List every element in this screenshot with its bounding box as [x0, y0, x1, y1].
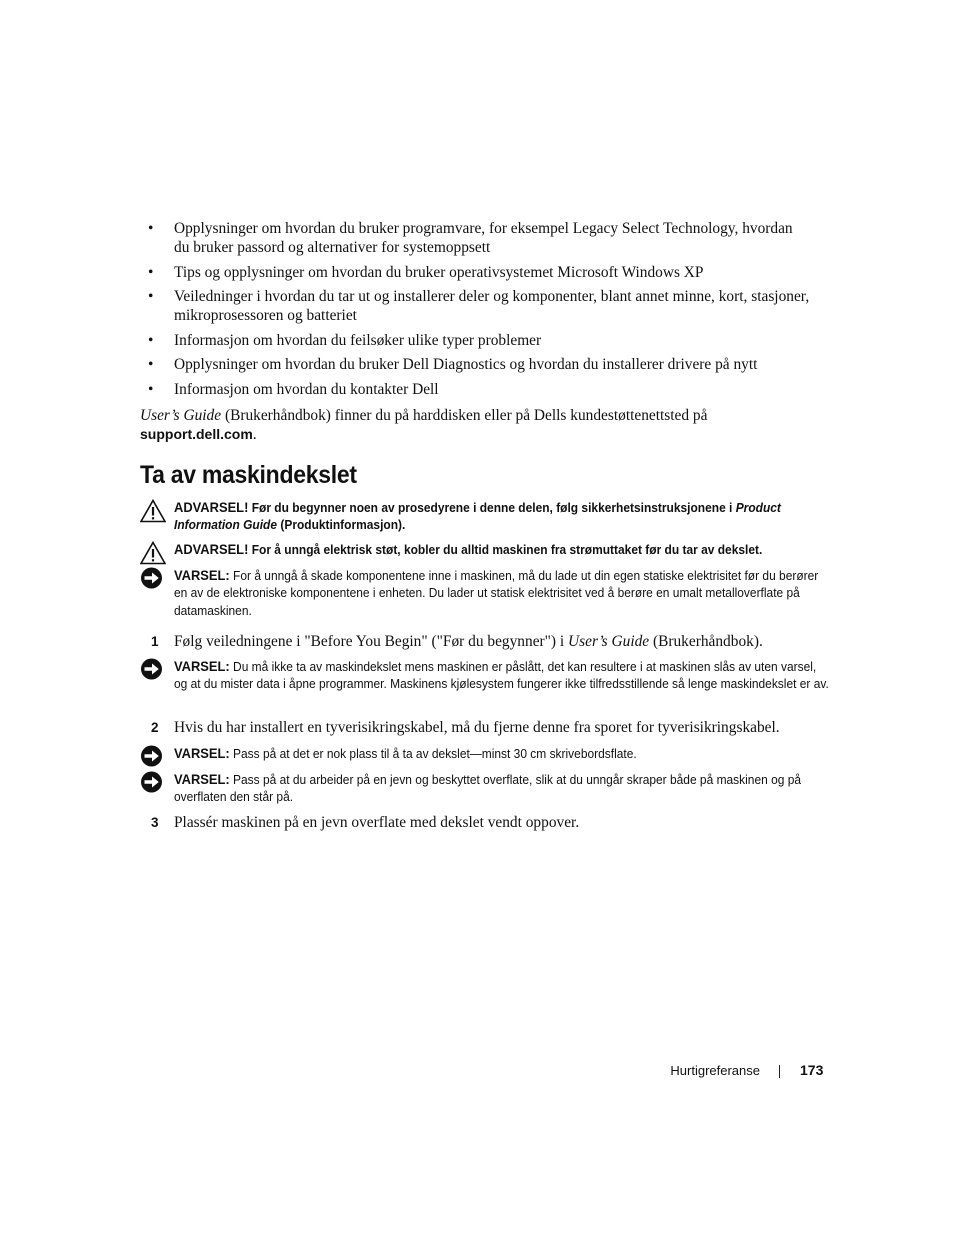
step-number: 1: [151, 634, 159, 649]
notice-label: VARSEL:: [174, 746, 230, 761]
step-text: Plassér maskinen på en jevn overflate med dekslet vendt oppover.: [174, 814, 580, 831]
list-item: [140, 263, 810, 282]
bullet-icon: •: [148, 220, 154, 237]
users-guide-end: .: [252, 426, 257, 443]
step-text: Hvis du har installert en tyverisikringskabel, må du fjerne denne fra sporet for tyverisikringskabel.: [174, 719, 780, 736]
notice-text: Pass på at du arbeider på en jevn og beskyttet overflate, slik at du unngår skraper både på maskinen og på overflaten den står på.: [174, 773, 802, 805]
list-item: [140, 380, 810, 399]
bullet-icon: •: [148, 331, 154, 349]
warning-safety-instructions: [140, 499, 810, 535]
list-item: [140, 355, 810, 374]
footer-section-name: Hurtigreferanse: [670, 1063, 760, 1078]
list-item-text: Informasjon om hvordan du feilsøker ulike typer problemer: [174, 331, 542, 349]
users-guide-text: (Brukerhåndbok) finner du på harddisken eller på Dells kundestøttenettsted på: [221, 407, 708, 424]
notice-work-surface: [140, 771, 810, 807]
notice-desk-space: [140, 745, 810, 763]
list-item-text: Informasjon om hvordan du kontakter Dell: [174, 380, 439, 398]
notice-arrow-icon: [140, 745, 166, 769]
list-item-text: Opplysninger om hvordan du bruker programvare, for eksempel Legacy Select Technology, hvordan du bruker passord og alternativer for systemoppsett: [174, 220, 793, 256]
bullet-icon: •: [148, 288, 154, 305]
step-3: [140, 813, 810, 832]
warning-text: Før du begynner noen av prosedyrene i denne delen, følg sikkerhetsinstruksjonene i: [248, 501, 736, 515]
notice-text: Du må ikke ta av maskindekslet mens maskinen er påslått, det kan resultere i at maskinen slås av uten varsel, og at du mister data i åpne programmer. Maskinens kjølesystem fungerer ikke tilfredsstillende så lenge maskindekslet er av.: [174, 660, 829, 692]
list-item-text: Opplysninger om hvordan du bruker Dell Diagnostics og hvordan du installerer drivere på nytt: [174, 356, 758, 373]
page-footer: [0, 1061, 954, 1081]
warning-text: For å unngå elektrisk støt, kobler du alltid maskinen fra strømuttaket før du tar av dekslet.: [248, 543, 763, 557]
list-item-text: Veiledninger i hvordan du tar ut og installerer deler og komponenter, blant annet minne, kort, stasjoner, mikroprosessoren og batteriet: [174, 288, 810, 324]
step-2: [140, 718, 810, 737]
notice-text: For å unngå å skade komponentene inne i maskinen, må du lade ut din egen statiske elektrisitet før du berører en av de elektroniske komponentene i enheten. Du lader ut statisk elektrisitet ved å berøre en umalt metalloverflate på datamaskinen.: [174, 569, 819, 618]
users-guide-title: User’s Guide: [140, 407, 222, 424]
notice-power-on: [140, 658, 829, 694]
warning-electric-shock: [140, 541, 810, 559]
product-information-guide-title: Product Information Guide: [174, 501, 781, 533]
warning-label: ADVARSEL!: [174, 500, 249, 515]
bullet-icon: •: [148, 380, 154, 398]
list-item-text: Tips og opplysninger om hvordan du bruker operativsystemet Microsoft Windows XP: [174, 263, 704, 281]
step-1: [140, 632, 810, 651]
notice-label: VARSEL:: [174, 568, 230, 583]
step-number: 3: [151, 815, 159, 830]
notice-arrow-icon: [140, 567, 166, 591]
step-number: 2: [151, 720, 159, 735]
step-text-end: (Brukerhåndbok).: [649, 633, 763, 650]
users-guide-title: User’s Guide: [568, 633, 650, 650]
feature-bullet-list: [140, 219, 810, 404]
notice-arrow-icon: [140, 658, 166, 682]
notice-text: Pass på at det er nok plass til å ta av dekslet—minst 30 cm skrivebordsflate.: [229, 747, 637, 761]
list-item: [140, 331, 810, 350]
bullet-icon: •: [148, 263, 154, 281]
notice-label: VARSEL:: [174, 772, 230, 787]
notice-label: VARSEL:: [174, 659, 230, 674]
bullet-icon: •: [148, 356, 154, 373]
users-guide-paragraph: [140, 406, 810, 444]
page-number: 173: [800, 1062, 824, 1078]
step-text: Følg veiledningene i "Before You Begin" ("Før du begynner") i: [174, 633, 569, 650]
notice-static-electricity: [140, 567, 819, 620]
section-title: Ta av maskindekslet: [140, 461, 357, 489]
warning-triangle-icon: [140, 541, 166, 565]
list-item: [140, 219, 810, 257]
support-link[interactable]: support.dell.com: [140, 426, 253, 442]
notice-arrow-icon: [140, 771, 166, 795]
warning-label: ADVARSEL!: [174, 542, 249, 557]
footer-divider: [779, 1065, 780, 1078]
warning-triangle-icon: [140, 499, 166, 523]
list-item: [140, 287, 810, 325]
warning-text-end: (Produktinformasjon).: [277, 518, 406, 533]
